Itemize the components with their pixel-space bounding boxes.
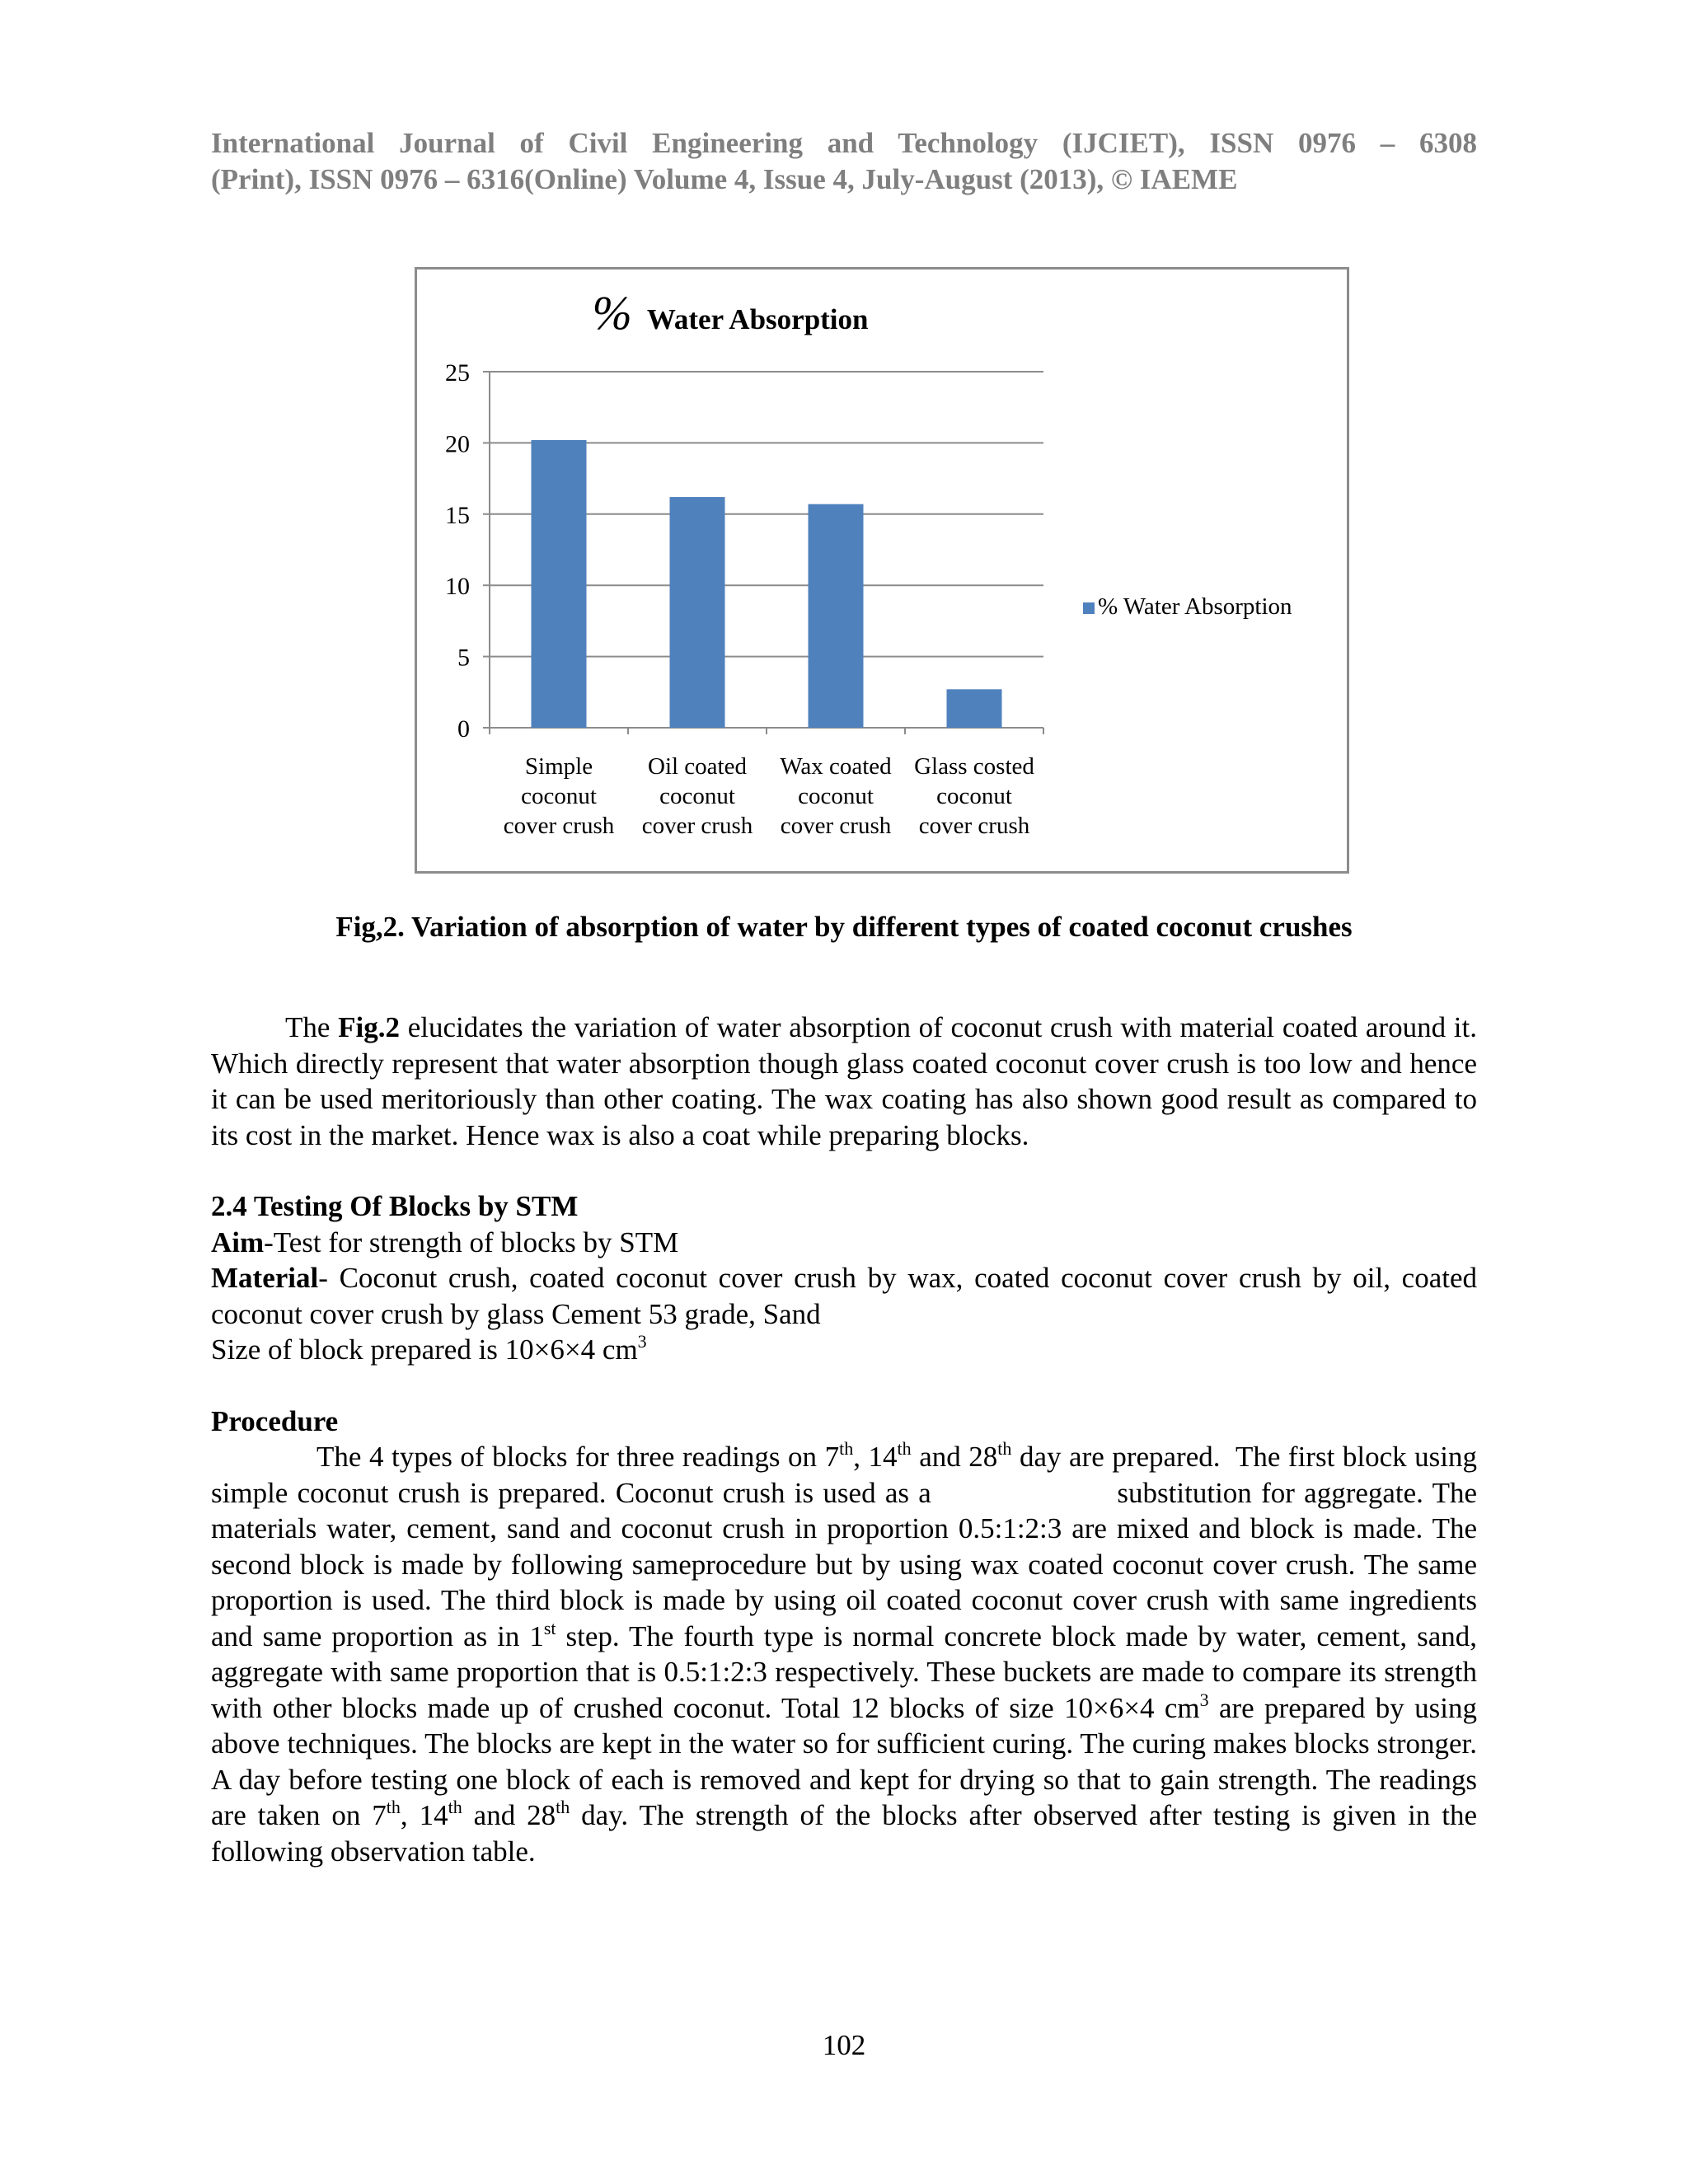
chart-title-text: Water Absorption xyxy=(646,303,869,335)
x-tick-label: coconut xyxy=(659,783,735,809)
p1-fig-ref: Fig.2 xyxy=(338,1011,400,1043)
header-line-2: (Print), ISSN 0976 – 6316(Online) Volume 4, Issue 4, July-August (2013), © IAEME xyxy=(211,163,1238,195)
material-text: - Coconut crush, coated coconut cover crush by wax, coated coconut cover crush by oil, coated coconut cover crush by glass Cement 53 grade, Sand xyxy=(211,1262,1477,1330)
procedure-title: Procedure xyxy=(211,1405,339,1437)
aim-label: Aim xyxy=(211,1226,265,1258)
x-tick-label: coconut xyxy=(936,783,1012,809)
proc-s9: day. The strength of the blocks after observed after testing is given in the following observation table. xyxy=(211,1799,1477,1868)
paragraph-fig2-discussion xyxy=(211,1010,1477,1153)
proc-sup3: th xyxy=(997,1438,1012,1459)
proc-sup4: st xyxy=(543,1617,556,1638)
proc-sup7: th xyxy=(448,1797,462,1817)
y-tick-label: 20 xyxy=(445,430,470,458)
page-number: 102 xyxy=(822,2029,866,2061)
y-tick-label: 15 xyxy=(445,501,470,529)
proc-s8: and 28 xyxy=(462,1799,556,1831)
size-line xyxy=(211,1332,1477,1368)
size-text: Size of block prepared is 10×6×4 cm xyxy=(211,1333,638,1366)
chart-title-symbol: % xyxy=(592,286,632,340)
chart-title xyxy=(592,286,868,340)
p1-text-2: elucidates the variation of water absorption of coconut crush with material coated around it. Which directly represent that water absorption though glass coated coconut cover crush is too low and hence it can be used meritoriously than other coating. The wax coating has also shown good result as compared to its cost in the market. Hence wax is also a coat while preparing blocks. xyxy=(211,1011,1477,1151)
y-tick-label: 25 xyxy=(445,359,470,387)
proc-s3: and 28 xyxy=(911,1441,998,1473)
x-tick-label: Glass costed xyxy=(914,753,1034,780)
x-tick-label: coconut xyxy=(521,783,597,809)
bar xyxy=(670,497,725,728)
x-tick-label: cover crush xyxy=(503,813,615,839)
journal-header xyxy=(211,125,1477,198)
p1-text-1: The xyxy=(285,1011,339,1043)
x-tick-label: cover crush xyxy=(780,813,892,839)
material-line xyxy=(211,1260,1477,1332)
proc-s6: are prepared by using above techniques. The blocks are kept in the water so for sufficient curing. The curing makes blocks stronger. A day before testing one block of each is removed and kept for drying so that to gain strength. The readings are taken on 7 xyxy=(211,1691,1477,1831)
y-tick-label: 10 xyxy=(445,573,470,601)
proc-s1: The 4 types of blocks for three readings on 7 xyxy=(316,1441,840,1473)
section-2-4 xyxy=(211,1188,1477,1368)
x-tick-label: Wax coated xyxy=(780,753,892,780)
figure-caption: Fig,2. Variation of absorption of water by different types of coated coconut crushes xyxy=(335,911,1353,943)
water-absorption-chart xyxy=(415,267,1349,874)
procedure-paragraph xyxy=(211,1438,1484,1869)
legend-label: % Water Absorption xyxy=(1098,593,1292,620)
legend-swatch xyxy=(1083,602,1095,614)
size-sup: 3 xyxy=(637,1331,647,1352)
proc-sup2: th xyxy=(897,1438,912,1459)
proc-s2: , 14 xyxy=(853,1441,898,1473)
proc-sup8: th xyxy=(556,1797,570,1817)
proc-s7: , 14 xyxy=(400,1799,448,1831)
proc-s4: day are prepared. The first block using simple coconut crush is prepared. Coconut crush is used as a substitution for aggregate. The materials water, cement, sand and coconut crush in proportion 0.5:1:2:3 are mixed and block is made. The second block is made by following sameprocedure but by using wax coated coconut cover crush. The same proportion is used. The third block is made by using oil coated coconut cover crush with same ingredients and same proportion as in 1 xyxy=(211,1441,1484,1652)
material-label: Material xyxy=(211,1262,319,1294)
bar xyxy=(947,689,1002,728)
header-line-1: International Journal of Civil Engineering and Technology (IJCIET), ISSN 0976 – 6308 xyxy=(211,127,1477,159)
x-tick-label: Oil coated xyxy=(648,753,747,780)
proc-sup5: 3 xyxy=(1199,1689,1209,1710)
y-tick-label: 5 xyxy=(457,644,470,672)
proc-sup1: th xyxy=(839,1438,854,1459)
bar xyxy=(532,440,587,728)
x-tick-label: Simple xyxy=(524,753,593,780)
procedure-heading xyxy=(211,1404,1477,1440)
x-tick-label: cover crush xyxy=(641,813,753,839)
section-heading: 2.4 Testing Of Blocks by STM xyxy=(211,1190,579,1222)
x-tick-label: cover crush xyxy=(918,813,1030,839)
x-tick-label: coconut xyxy=(798,783,874,809)
y-tick-label: 0 xyxy=(457,715,470,743)
aim-text: -Test for strength of blocks by STM xyxy=(264,1226,679,1258)
aim-line xyxy=(211,1225,1477,1261)
proc-s5: step. The fourth type is normal concrete block made by water, cement, sand, aggregate with same proportion that is 0.5:1:2:3 respectively. These buckets are made to compare its strength with other blocks made up of crushed coconut. Total 12 blocks of size 10×6×4 cm xyxy=(211,1619,1477,1724)
chart-svg xyxy=(417,269,1347,871)
proc-sup6: th xyxy=(386,1797,401,1817)
bar xyxy=(809,504,864,728)
